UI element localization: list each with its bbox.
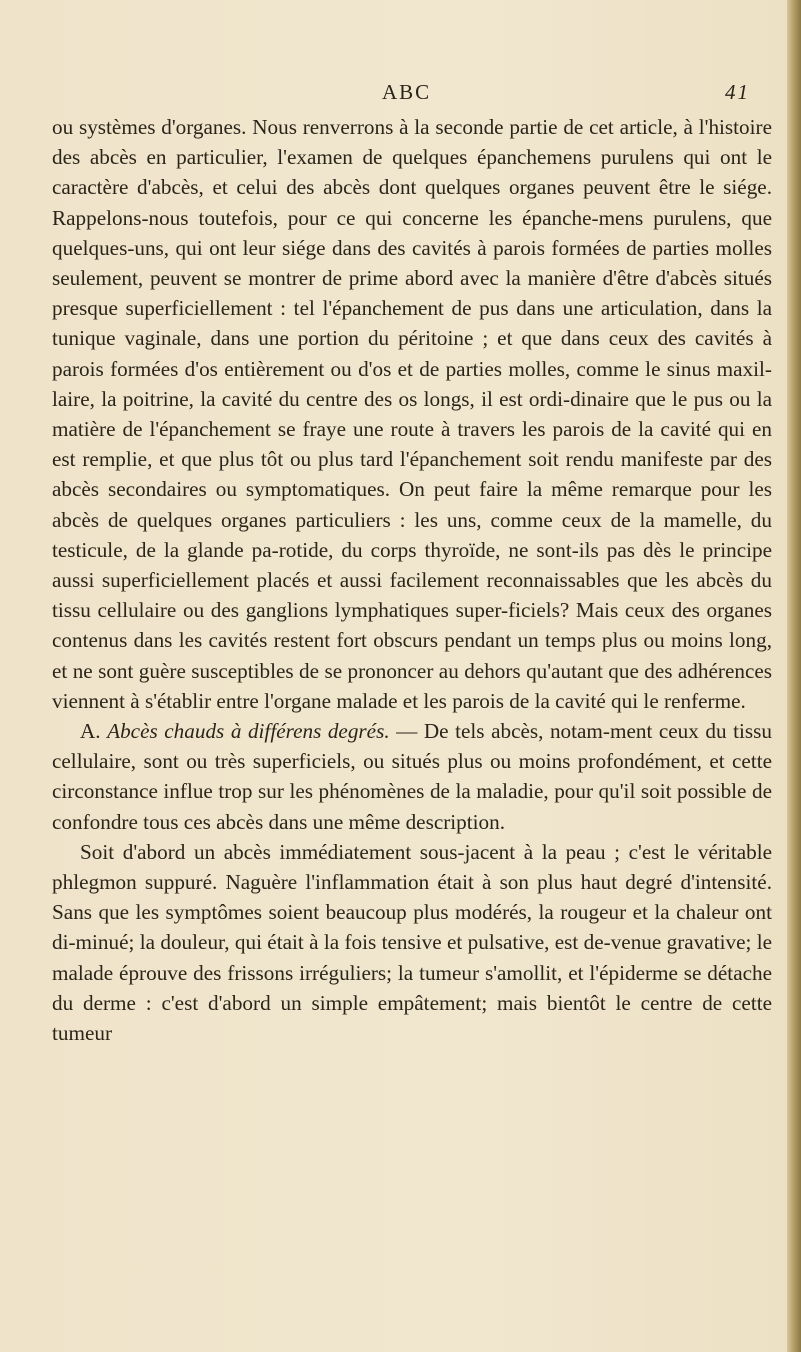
paragraph-1 (52, 112, 772, 716)
paragraph-1-text: ou systèmes d'organes. Nous renverrons à la seconde partie de cet article, à l'histoire des abcès en particulier, l'examen de quelques épanchemens purulens qui ont le caractère d'abcès, et celui des abcès dont quelques organes peuvent être le siége. Rappelons-nous toutefois, pour ce qui concerne les épanche-mens purulens, que quelques-uns, qui ont leur siége dans des cavités à parois formées de parties molles seulement, peuvent se montrer de prime abord avec la manière d'être d'abcès situés presque superficiellement : tel l'épanchement de pus dans une articulation, dans la tunique vaginale, dans une portion du péritoine ; et que dans ceux des cavités à parois formées d'os entièrement ou d'os et de parties molles, comme le sinus maxil-laire, la poitrine, la cavité du centre des os longs, il est ordi-dinaire que le pus ou la matière de l'épanchement se fraye une route à travers les parois de la cavité qui en est remplie, et que plus tôt ou plus tard l'épanchement soit rendu manifeste par des abcès secondaires ou symptomatiques. On peut faire la même remarque pour les abcès de quelques organes particuliers : les uns, comme ceux de la mamelle, du testicule, de la glande pa-rotide, du corps thyroïde, ne sont-ils pas dès le principe aussi superficiellement placés et aussi facilement reconnaissables que les abcès du tissu cellulaire ou des ganglions lymphatiques super-ficiels? Mais ceux des organes contenus dans les cavités restent fort obscurs pendant un temps plus ou moins long, et ne sont guère susceptibles de se prononcer au dehors qu'autant que des adhérences viennent à s'établir entre l'organe malade et les parois de la cavité qui le renferme. (52, 115, 772, 713)
page-header (60, 80, 750, 108)
paragraph-2-text: — De tels abcès, notam-ment ceux du tissu cellulaire, sont ou très superficiels, ou situés plus ou moins profondément, et cette circonstance influe trop sur les phénomènes de la maladie, pour qu'il soit possible de confondre tous ces abcès dans une même description. (52, 719, 772, 834)
body-text (52, 112, 772, 1048)
paragraph-3-text: Soit d'abord un abcès immédiatement sous-jacent à la peau ; c'est le véritable phlegmon suppuré. Naguère l'inflammation était à son plus haut degré d'intensité. Sans que les symptômes soient beaucoup plus modérés, la rougeur et la chaleur ont di-minué; la douleur, qui était à la fois tensive et pulsative, est de-venue gravative; le malade éprouve des frissons irréguliers; la tumeur s'amollit, et l'épiderme se détache du derme : c'est d'abord un simple empâtement; mais bientôt le centre de cette tumeur (52, 839, 772, 1046)
running-head: ABC (382, 80, 432, 104)
paragraph-3 (52, 837, 772, 1048)
paragraph-2 (52, 716, 772, 837)
section-heading: Abcès chauds à différens degrés. (107, 719, 390, 744)
page-edge-shadow (787, 0, 801, 1352)
page-number: 41 (725, 80, 750, 104)
section-letter: A. (80, 719, 108, 744)
